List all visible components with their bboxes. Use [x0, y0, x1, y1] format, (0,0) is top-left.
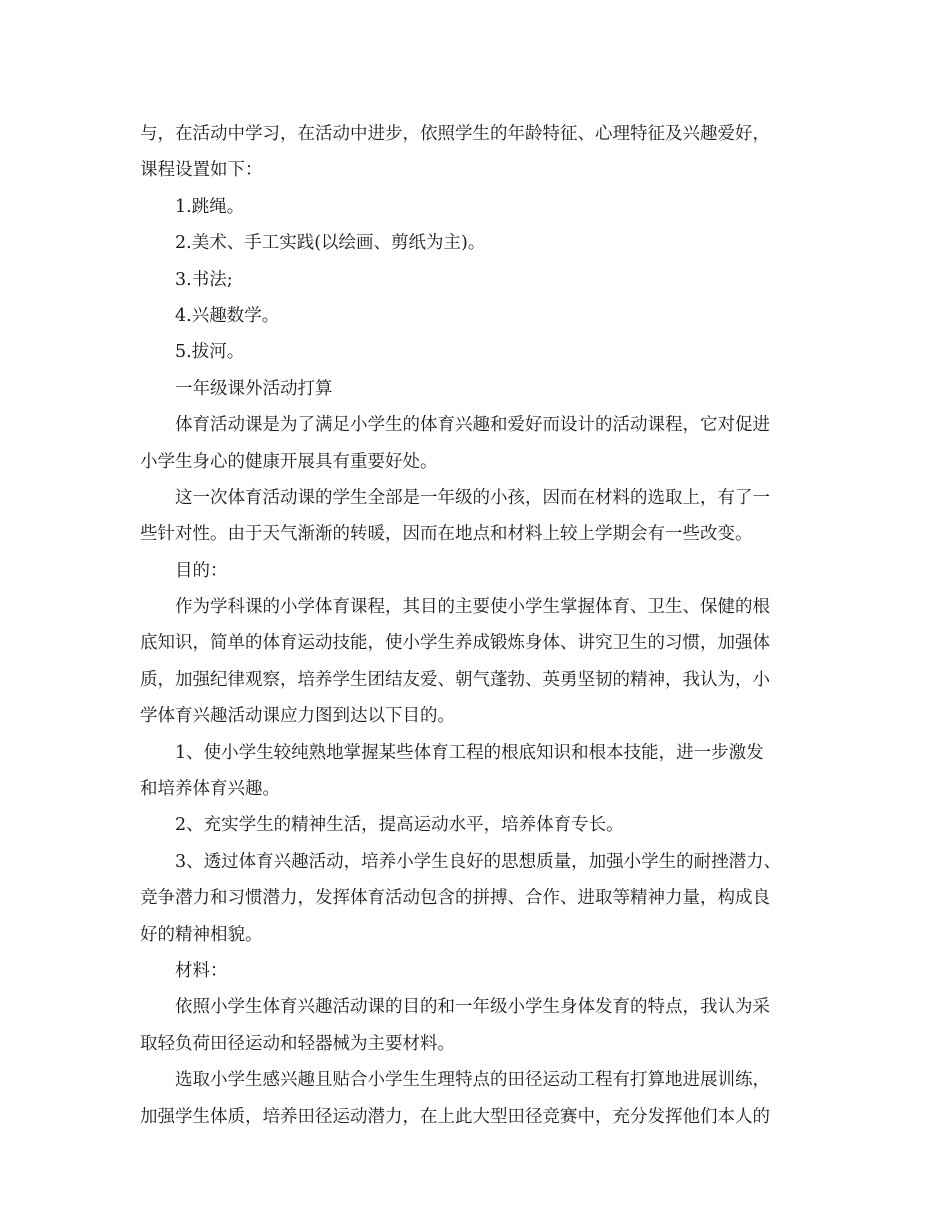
text-line: 依照小学生体育兴趣活动课的目的和一年级小学生身体发育的特点，我认为采: [175, 997, 770, 1018]
text-line: 和培养体育兴趣。: [140, 779, 280, 800]
text-line: 4.兴趣数学。: [175, 305, 280, 326]
text-line: 加强学生体质，培养田径运动潜力，在上此大型田径竞赛中，充分发挥他们本人的: [140, 1106, 770, 1127]
text-line: 材料：: [175, 960, 228, 981]
text-line: 质，加强纪律观察，培养学生团结友爱、朝气蓬勃、英勇坚韧的精神，我认为，小: [140, 669, 770, 690]
text-line: 3、透过体育兴趣活动，培养小学生良好的思想质量，加强小学生的耐挫潜力、: [175, 851, 782, 872]
text-line: 课程设置如下：: [140, 160, 263, 181]
text-line: 底知识，简单的体育运动技能，使小学生养成锻炼身体、讲究卫生的习惯，加强体: [140, 633, 770, 654]
text-line: 这一次体育活动课的学生全部是一年级的小孩，因而在材料的选取上，有了一: [175, 487, 770, 508]
text-line: 选取小学生感兴趣且贴合小学生生理特点的田径运动工程有打算地进展训练，: [175, 1070, 770, 1091]
document-body: [140, 116, 820, 1135]
text-line: 目的：: [175, 560, 228, 581]
text-line: 3.书法;: [175, 269, 233, 290]
text-line: 1、使小学生较纯熟地掌握某些体育工程的根底知识和根本技能，进一步激发: [175, 742, 764, 763]
text-line: 2.美术、手工实践(以绘画、剪纸为主)。: [175, 233, 486, 254]
text-line: 好的精神相貌。: [140, 924, 263, 945]
text-line: 取轻负荷田径运动和轻器械为主要材料。: [140, 1033, 455, 1054]
text-line: 小学生身心的健康开展具有重要好处。: [140, 451, 438, 472]
text-line: 体育活动课是为了满足小学生的体育兴趣和爱好而设计的活动课程，它对促进: [175, 415, 770, 436]
text-line: 5.拔河。: [175, 342, 245, 363]
text-line: 1.跳绳。: [175, 196, 245, 217]
text-line: 竞争潜力和习惯潜力，发挥体育活动包含的拼搏、合作、进取等精神力量，构成良: [140, 888, 770, 909]
text-line: 一年级课外活动打算: [175, 378, 333, 399]
text-line: 学体育兴趣活动课应力图到达以下目的。: [140, 706, 455, 727]
text-line: 些针对性。由于天气渐渐的转暖，因而在地点和材料上较上学期会有一些改变。: [140, 524, 753, 545]
text-line: 2、充实学生的精神生活，提高运动水平，培养体育专长。: [175, 815, 624, 836]
text-line: 作为学科课的小学体育课程，其目的主要使小学生掌握体育、卫生、保健的根: [175, 597, 770, 618]
text-line: 与，在活动中学习，在活动中进步，依照学生的年龄特征、心理特征及兴趣爱好，: [140, 124, 770, 144]
